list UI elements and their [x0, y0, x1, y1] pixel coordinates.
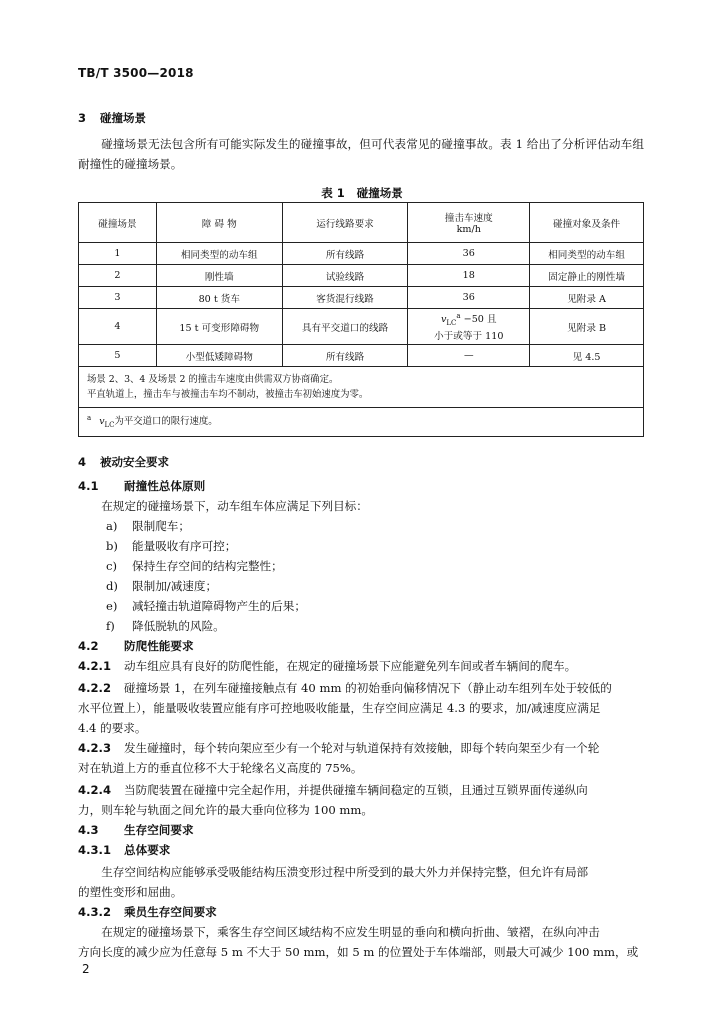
section-title: 总体要求: [124, 843, 171, 857]
list-text: 降低脱轨的风险。: [132, 619, 225, 633]
list-marker: f): [106, 619, 115, 633]
speed-formula-line2: 小于或等于 110: [434, 331, 504, 343]
table-footnote: [79, 408, 644, 437]
clause-number: 4.2.4: [78, 783, 112, 797]
section-number: 4.3.1: [78, 843, 112, 857]
table-row: [79, 309, 644, 345]
table-row: [79, 345, 644, 367]
section-number: 4.3.2: [78, 905, 112, 919]
page-number: 2: [82, 962, 90, 976]
table-cell: 所有线路: [282, 243, 408, 265]
table-cell: 1: [79, 243, 157, 265]
table-cell: 固定静止的刚性墙: [530, 265, 644, 287]
clause-text-line: 力，则车轮与轨面之间允许的最大垂向位移为 100 mm。: [78, 803, 373, 817]
section-number: 4: [78, 455, 87, 469]
table-cell: 所有线路: [282, 345, 408, 367]
clause-number: 4.2.1: [78, 659, 112, 673]
table-cell: 刚性墙: [156, 265, 282, 287]
list-item: [106, 616, 225, 636]
table-row: [79, 265, 644, 287]
footnote-text: 为平交道口的限行速度。: [114, 416, 218, 428]
clause-text: 动车组应具有良好的防爬性能，在规定的碰撞场景下应能避免列车间或者车辆间的爬车。: [124, 659, 577, 673]
clause-text-line: 生存空间结构应能够承受吸能结构压溃变形过程中所受到的最大外力并保持完整，但允许有局部: [101, 865, 589, 879]
section-title: 防爬性能要求: [124, 639, 194, 653]
section-4-1-intro: 在规定的碰撞场景下，动车组车体应满足下列目标：: [101, 499, 368, 513]
speed-formula-text: −50 且: [460, 314, 497, 326]
list-marker: d): [106, 579, 118, 593]
table-cell: 4: [79, 309, 157, 345]
speed-formula: [411, 309, 526, 330]
footnote-mark: a: [456, 312, 461, 320]
speed-subscript: LC: [104, 421, 115, 430]
speed-symbol: v: [440, 314, 447, 326]
table-cell: [408, 309, 530, 345]
list-item: [106, 576, 217, 596]
section-title: 被动安全要求: [100, 455, 169, 469]
section-title: 乘员生存空间要求: [124, 905, 217, 919]
clause-4-2-4: [78, 780, 644, 800]
list-text: 能量吸收有序可控；: [132, 539, 237, 553]
table-caption: [0, 185, 724, 201]
table-notes-row: [79, 367, 644, 408]
table-cell: 见附录 A: [530, 287, 644, 309]
header-cell: 碰撞对象及条件: [530, 203, 644, 243]
clause-4-2-3: [78, 738, 644, 758]
table-number: 表 1: [321, 186, 345, 200]
section-4-1-heading: [78, 476, 644, 496]
section-title: 耐撞性总体原则: [124, 479, 206, 493]
section-3-heading: [78, 110, 146, 126]
table-cell: 5: [79, 345, 157, 367]
table-cell: 试验线路: [282, 265, 408, 287]
clause-text: 当防爬装置在碰撞中完全起作用，并提供碰撞车辆间稳定的互锁，且通过互锁界面传递纵向: [124, 783, 588, 797]
table-cell: 相同类型的动车组: [530, 243, 644, 265]
clause-text-line: 的塑性变形和屈曲。: [78, 885, 183, 899]
crash-scenario-table: [78, 202, 644, 437]
table-cell: 客货混行线路: [282, 287, 408, 309]
section-4-3-2-heading: [78, 902, 644, 922]
table-cell: 见 4.5: [530, 345, 644, 367]
section-title: 生存空间要求: [124, 823, 194, 837]
list-marker: a): [106, 519, 118, 533]
clause-4-2-1: [78, 656, 644, 676]
clause-4-2-2: [78, 678, 644, 698]
table-header-row: [79, 203, 644, 243]
list-item: [106, 556, 283, 576]
clause-text-line: 4.4 的要求。: [78, 721, 147, 735]
section-4-3-heading: [78, 820, 644, 840]
table-footnote-row: [79, 408, 644, 437]
list-item: [106, 516, 190, 536]
section-number: 4.1: [78, 479, 99, 493]
list-text: 保持生存空间的结构完整性；: [132, 559, 283, 573]
table-cell: 具有平交道口的线路: [282, 309, 408, 345]
speed-subscript: LC: [446, 319, 457, 328]
list-marker: e): [106, 599, 118, 613]
section-4-3-1-heading: [78, 840, 644, 860]
table-cell: 18: [408, 265, 530, 287]
section-4-2-heading: [78, 636, 644, 656]
table-note: 平直轨道上，撞击车与被撞击车均不制动，被撞击车初始速度为零。: [87, 389, 369, 401]
header-speed: 撞击车速度: [444, 213, 493, 224]
standard-code-header: TB/T 3500—2018: [78, 66, 194, 80]
section-4-heading: [78, 454, 169, 470]
list-marker: c): [106, 559, 118, 573]
speed-symbol: v: [99, 416, 105, 428]
section-number: 4.2: [78, 639, 99, 653]
table-row: [79, 243, 644, 265]
clause-text: 碰撞场景 1，在列车碰撞接触点有 40 mm 的初始垂向偏移情况下（静止动车组列车处于较低的: [124, 681, 612, 695]
list-text: 限制爬车；: [132, 519, 190, 533]
clause-text: 发生碰撞时，每个转向架应至少有一个轮对与轨道保持有效接触，即每个转向架至少有一个轮: [124, 741, 600, 755]
table-cell: 80 t 货车: [156, 287, 282, 309]
section-number: 3: [78, 111, 87, 125]
clause-number: 4.2.2: [78, 681, 112, 695]
table-cell: 见附录 B: [530, 309, 644, 345]
clause-text-line: 水平位置上），能量吸收装置应能有序可控地吸收能量，生存空间应满足 4.3 的要求，加/减速度应满足: [78, 701, 601, 715]
table-cell: 小型低矮障碍物: [156, 345, 282, 367]
header-cell: 障 碍 物: [156, 203, 282, 243]
list-text: 减轻撞击轨道障碍物产生的后果；: [132, 599, 306, 613]
header-cell: 碰撞场景: [79, 203, 157, 243]
section-number: 4.3: [78, 823, 99, 837]
list-item: [106, 596, 306, 616]
header-speed-unit: km/h: [456, 224, 481, 235]
table-cell: 36: [408, 243, 530, 265]
section-title: 碰撞场景: [100, 111, 146, 125]
section-3-paragraph: 碰撞场景无法包含所有可能实际发生的碰撞事故，但可代表常见的碰撞事故。表 1 给出了分析评估动车组耐撞性的碰撞场景。: [78, 137, 644, 171]
table-cell: —: [408, 345, 530, 367]
clause-text-line: 方向长度的减少应为任意每 5 m 不大于 50 mm，如 5 m 的位置处于车体端部，则最大可减少 100 mm，或: [78, 945, 639, 959]
footnote-mark: a: [87, 414, 92, 423]
table-cell: 相同类型的动车组: [156, 243, 282, 265]
table-note: 场景 2、3、4 及场景 2 的撞击车速度由供需双方协商确定。: [87, 374, 339, 386]
list-text: 限制加/减速度；: [132, 579, 218, 593]
table-notes: [79, 367, 644, 408]
table-cell: 36: [408, 287, 530, 309]
table-row: [79, 287, 644, 309]
table-cell: 2: [79, 265, 157, 287]
table-cell: 3: [79, 287, 157, 309]
clause-text-line: 在规定的碰撞场景下，乘客生存空间区域结构不应发生明显的垂向和横向折曲、皱褶，在纵向冲击: [101, 925, 600, 939]
table-title: 碰撞场景: [356, 186, 403, 200]
clause-text-line: 对在轨道上方的垂直位移不大于轮缘名义高度的 75%。: [78, 761, 363, 775]
list-item: [106, 536, 236, 556]
clause-number: 4.2.3: [78, 741, 112, 755]
table-cell: 15 t 可变形障碍物: [156, 309, 282, 345]
header-cell: [408, 203, 530, 243]
header-cell: 运行线路要求: [282, 203, 408, 243]
list-marker: b): [106, 539, 118, 553]
